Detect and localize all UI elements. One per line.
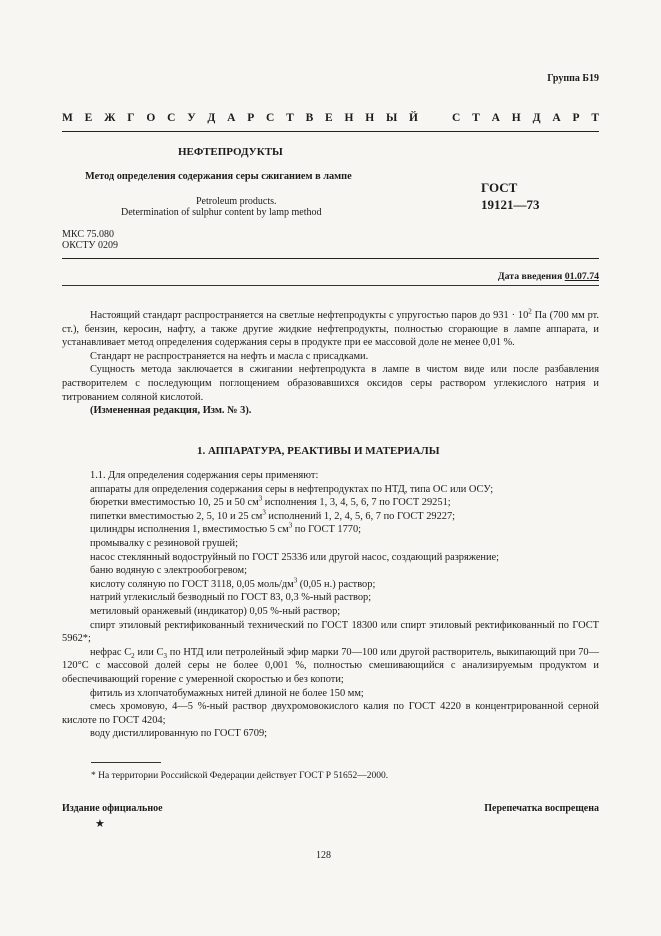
banner-letter: С bbox=[452, 112, 461, 124]
banner-letter: Д bbox=[532, 112, 541, 124]
page-number: 128 bbox=[316, 850, 331, 861]
banner-letter: Г bbox=[127, 112, 135, 124]
amendment-note: (Измененная редакция, Изм. № 3). bbox=[90, 405, 252, 417]
top-rule bbox=[62, 131, 599, 132]
footnote: * На территории Российской Федерации действует ГОСТ Р 51652—2000. bbox=[91, 771, 389, 781]
mks-code: МКС 75.080 bbox=[62, 229, 114, 240]
footnote-rule bbox=[91, 762, 161, 763]
doc-subtitle: Метод определения содержания серы сжиганием в лампе bbox=[85, 171, 352, 182]
list-item: воду дистиллированную по ГОСТ 6709; bbox=[90, 728, 268, 740]
list-item: аппараты для определения содержания серы в нефтепродуктах по НТД, типа ОС или ОСУ; bbox=[90, 483, 494, 495]
banner-letter: Й bbox=[409, 112, 418, 124]
banner-letter: Т bbox=[591, 112, 599, 124]
banner-letter: Т bbox=[286, 112, 294, 124]
section-1-list bbox=[62, 469, 599, 741]
banner-letter: О bbox=[146, 112, 156, 124]
english-title-1: Petroleum products. bbox=[196, 196, 277, 207]
list-item: 1.1. Для определения содержания серы применяют: bbox=[90, 470, 319, 481]
intro-paragraph-1: Настоящий стандарт распространяется на светлые нефтепродукты с упругостью паров до $931 \cdot 10^2$ Па (700 мм рт. ст.), бензин, керосин, нафту, а также другие жидкие нефтепродукты, полностью сгорающие в лампе аппарата, и устанавливает метод определения содержания серы в продукте при ее массовой доле не менее 0,01 %. bbox=[62, 307, 599, 349]
group-label: Группа Б19 bbox=[547, 73, 599, 84]
banner-letter: А bbox=[491, 112, 500, 124]
list-item: цилиндры исполнения 1, вместимостью 5 $см^3$ по ГОСТ 1770; bbox=[90, 521, 362, 536]
banner-letter: Ы bbox=[385, 112, 398, 124]
banner-letter: Е bbox=[325, 112, 333, 124]
star-icon: ★ bbox=[95, 818, 105, 830]
gost-designation bbox=[481, 179, 540, 213]
list-item: баню водяную с электрообогревом; bbox=[90, 565, 248, 577]
intro-text bbox=[62, 309, 599, 418]
list-item: спирт этиловый ректификованный технический по ГОСТ 18300 или спирт этиловый ректификованный по ГОСТ 5962*; bbox=[62, 619, 599, 645]
banner-letter: Р bbox=[572, 112, 580, 124]
banner-letter: Е bbox=[84, 112, 93, 124]
banner-letter: С bbox=[167, 112, 176, 124]
banner-letter: Н bbox=[511, 112, 521, 124]
banner-letter: А bbox=[552, 112, 561, 124]
banner-letter: Т bbox=[472, 112, 480, 124]
interstate-standard-banner bbox=[62, 112, 599, 124]
gost-number: 19121—73 bbox=[481, 197, 540, 212]
banner-letter: Н bbox=[344, 112, 354, 124]
list-item: бюретки вместимостью 10, 25 и 50 $см^3$ исполнения 1, 3, 4, 5, 6, 7 по ГОСТ 29251; bbox=[90, 494, 451, 509]
banner-letter: Д bbox=[207, 112, 216, 124]
middle-rule bbox=[62, 258, 599, 259]
intro-paragraph-3: Сущность метода заключается в сжигании нефтепродукта в лампе в чистом виде или после разбавления растворителем с последующим поглощением образовавшихся оксидов серы раствором углекислого натрия и титрованием соляной кислотой. bbox=[62, 364, 599, 403]
date-label: Дата введения bbox=[497, 271, 563, 282]
banner-letters-1 bbox=[62, 112, 418, 124]
intro-paragraph-2: Стандарт не распространяется на нефть и масла с присадками. bbox=[90, 350, 369, 362]
list-item: смесь хромовую, 4—5 %-ный раствор двухромовокислого калия по ГОСТ 4220 в концентрированной серной кислоте по ГОСТ 4204; bbox=[62, 701, 599, 726]
list-item: натрий углекислый безводный по ГОСТ 83, 0,3 %-ный раствор; bbox=[90, 592, 372, 604]
classification-codes bbox=[62, 229, 118, 251]
list-item: фитиль из хлопчатобумажных нитей длиной не более 150 мм; bbox=[90, 687, 364, 699]
banner-letter: С bbox=[266, 112, 275, 124]
banner-letter: М bbox=[62, 112, 73, 124]
doc-title: НЕФТЕПРОДУКТЫ bbox=[178, 146, 283, 158]
okstu-code: ОКСТУ 0209 bbox=[62, 240, 119, 251]
list-item: метиловый оранжевый (индикатор) 0,05 %-ный раствор; bbox=[90, 605, 341, 617]
banner-letter: Р bbox=[247, 112, 255, 124]
banner-letter: А bbox=[227, 112, 236, 124]
list-item: промывалку с резиновой грушей; bbox=[90, 537, 238, 549]
list-item: пипетки вместимостью 2, 5, 10 и 25 $см^3$ исполнений 1, 2, 4, 5, 6, 7 по ГОСТ 29227; bbox=[90, 508, 456, 522]
banner-letter: Н bbox=[365, 112, 375, 124]
banner-letters-2 bbox=[452, 112, 599, 124]
english-title-2: Determination of sulphur content by lamp method bbox=[121, 207, 322, 218]
date-value: 01.07.74 bbox=[564, 271, 599, 282]
list-item: кислоту соляную по ГОСТ 3118, 0,05 моль/$дм^3$ (0,05 н.) раствор; bbox=[90, 576, 376, 590]
list-item: нефрас $С_2$ или $С_3$ по НТД или петролейный эфир марки 70—100 или другой растворитель, выкипающий при 70—120°С с массовой долей серы не более 0,001 %, полностью смешивающийся с анализируемым продуктом и обеспечивающий горение с умеренной скоростью и без копоти; bbox=[62, 646, 599, 685]
date-rule bbox=[62, 285, 599, 286]
gost-label: ГОСТ bbox=[481, 180, 518, 195]
official-edition-label: Издание официальное bbox=[62, 803, 163, 814]
banner-letter: У bbox=[187, 112, 196, 124]
banner-letter: В bbox=[305, 112, 314, 124]
section-1-heading: 1. АППАРАТУРА, РЕАКТИВЫ И МАТЕРИАЛЫ bbox=[197, 445, 440, 457]
banner-letter: Ж bbox=[104, 112, 116, 124]
list-item: насос стеклянный водоструйный по ГОСТ 25336 или другой насос, создающий разряжение; bbox=[90, 551, 500, 563]
reprint-prohibited-label: Перепечатка воспрещена bbox=[484, 803, 599, 814]
effective-date bbox=[498, 271, 599, 282]
